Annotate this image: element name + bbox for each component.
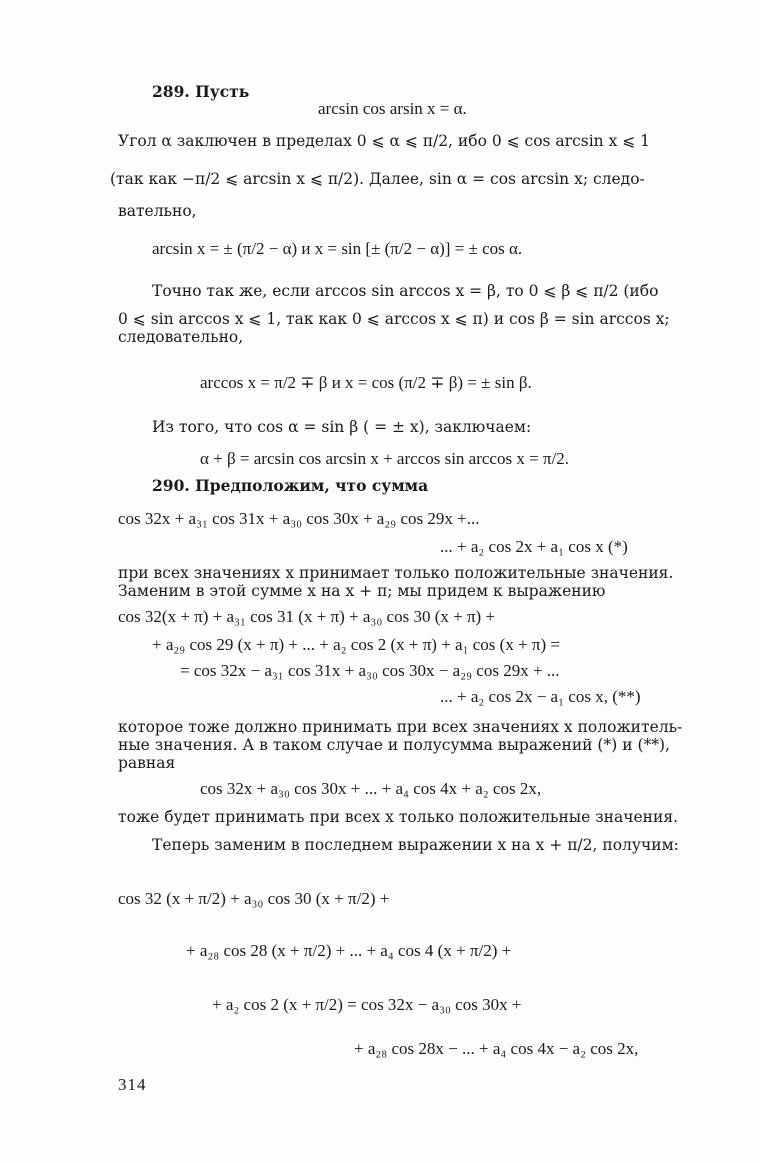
formula-sum-alpha-beta: α + β = arcsin cos arcsin x + arccos sin arccos x = π/2. <box>200 449 569 468</box>
text-line: Точно так же, если arccos sin arccos x = β, то 0 ⩽ β ⩽ π/2 (ибо <box>152 282 659 300</box>
page-number: 314 <box>118 1075 147 1094</box>
problem-290-heading: 290. Предположим, что сумма <box>152 476 429 495</box>
text-line: которое тоже должно принимать при всех значениях x положитель- <box>118 718 683 736</box>
text-line: ные значения. А в таком случае и полусумма выражений (*) и (**), <box>118 736 670 754</box>
text-line: (так как −π/2 ⩽ arcsin x ⩽ π/2). Далее, sin α = cos arcsin x; следо- <box>110 170 645 188</box>
text-line: Угол α заключен в пределах 0 ⩽ α ⩽ π/2, ибо 0 ⩽ cos arcsin x ⩽ 1 <box>118 132 651 150</box>
text-line: вательно, <box>118 202 197 220</box>
formula-substitution-4: ... + a₂ cos 2x − a₁ cos x, (**) <box>440 687 641 706</box>
problem-289-heading: 289. Пусть <box>152 82 250 101</box>
text-line: Теперь заменим в последнем выражении x на x + π/2, получим: <box>152 836 679 854</box>
text-line: Из того, что cos α = sin β ( = ± x), заключаем: <box>152 418 532 436</box>
formula-sum-star-2: ... + a₂ cos 2x + a₁ cos x (*) <box>440 537 628 556</box>
formula-substitution-1: cos 32(x + π) + a₃₁ cos 31 (x + π) + a₃₀ cos 30 (x + π) + <box>118 607 496 626</box>
formula-substitution-2: + a₂₉ cos 29 (x + π) + ... + a₂ cos 2 (x + π) + a₁ cos (x + π) = <box>152 635 560 654</box>
formula-shift-1: cos 32 (x + π/2) + a₃₀ cos 30 (x + π/2) + <box>118 889 390 908</box>
text-line: равная <box>118 754 176 772</box>
formula-289-definition: arcsin cos arsin x = α. <box>318 99 467 118</box>
formula-shift-4: + a₂₈ cos 28x − ... + a₄ cos 4x − a₂ cos 2x, <box>354 1039 639 1058</box>
formula-substitution-3: = cos 32x − a₃₁ cos 31x + a₃₀ cos 30x − a₂₉ cos 29x + ... <box>180 661 560 680</box>
text-line: тоже будет принимать при всех x только положительные значения. <box>118 808 679 826</box>
formula-arccos: arccos x = π/2 ∓ β и x = cos (π/2 ∓ β) = ± sin β. <box>200 373 532 392</box>
formula-shift-3: + a₂ cos 2 (x + π/2) = cos 32x − a₃₀ cos 30x + <box>212 995 522 1014</box>
text-line: Заменим в этой сумме x на x + π; мы придем к выражению <box>118 582 606 600</box>
formula-sum-star-1: cos 32x + a₃₁ cos 31x + a₃₀ cos 30x + a₂₉ cos 29x +... <box>118 509 480 528</box>
text-line: при всех значениях x принимает только положительные значения. <box>118 564 674 582</box>
formula-shift-2: + a₂₈ cos 28 (x + π/2) + ... + a₄ cos 4 (x + π/2) + <box>186 941 512 960</box>
formula-half-sum: cos 32x + a₃₀ cos 30x + ... + a₄ cos 4x + a₂ cos 2x, <box>200 779 542 798</box>
text-line: следовательно, <box>118 328 244 346</box>
text-line: 0 ⩽ sin arccos x ⩽ 1, так как 0 ⩽ arccos x ⩽ π) и cos β = sin arccos x; <box>118 310 670 328</box>
formula-arcsin: arcsin x = ± (π/2 − α) и x = sin [± (π/2 − α)] = ± cos α. <box>152 239 523 258</box>
